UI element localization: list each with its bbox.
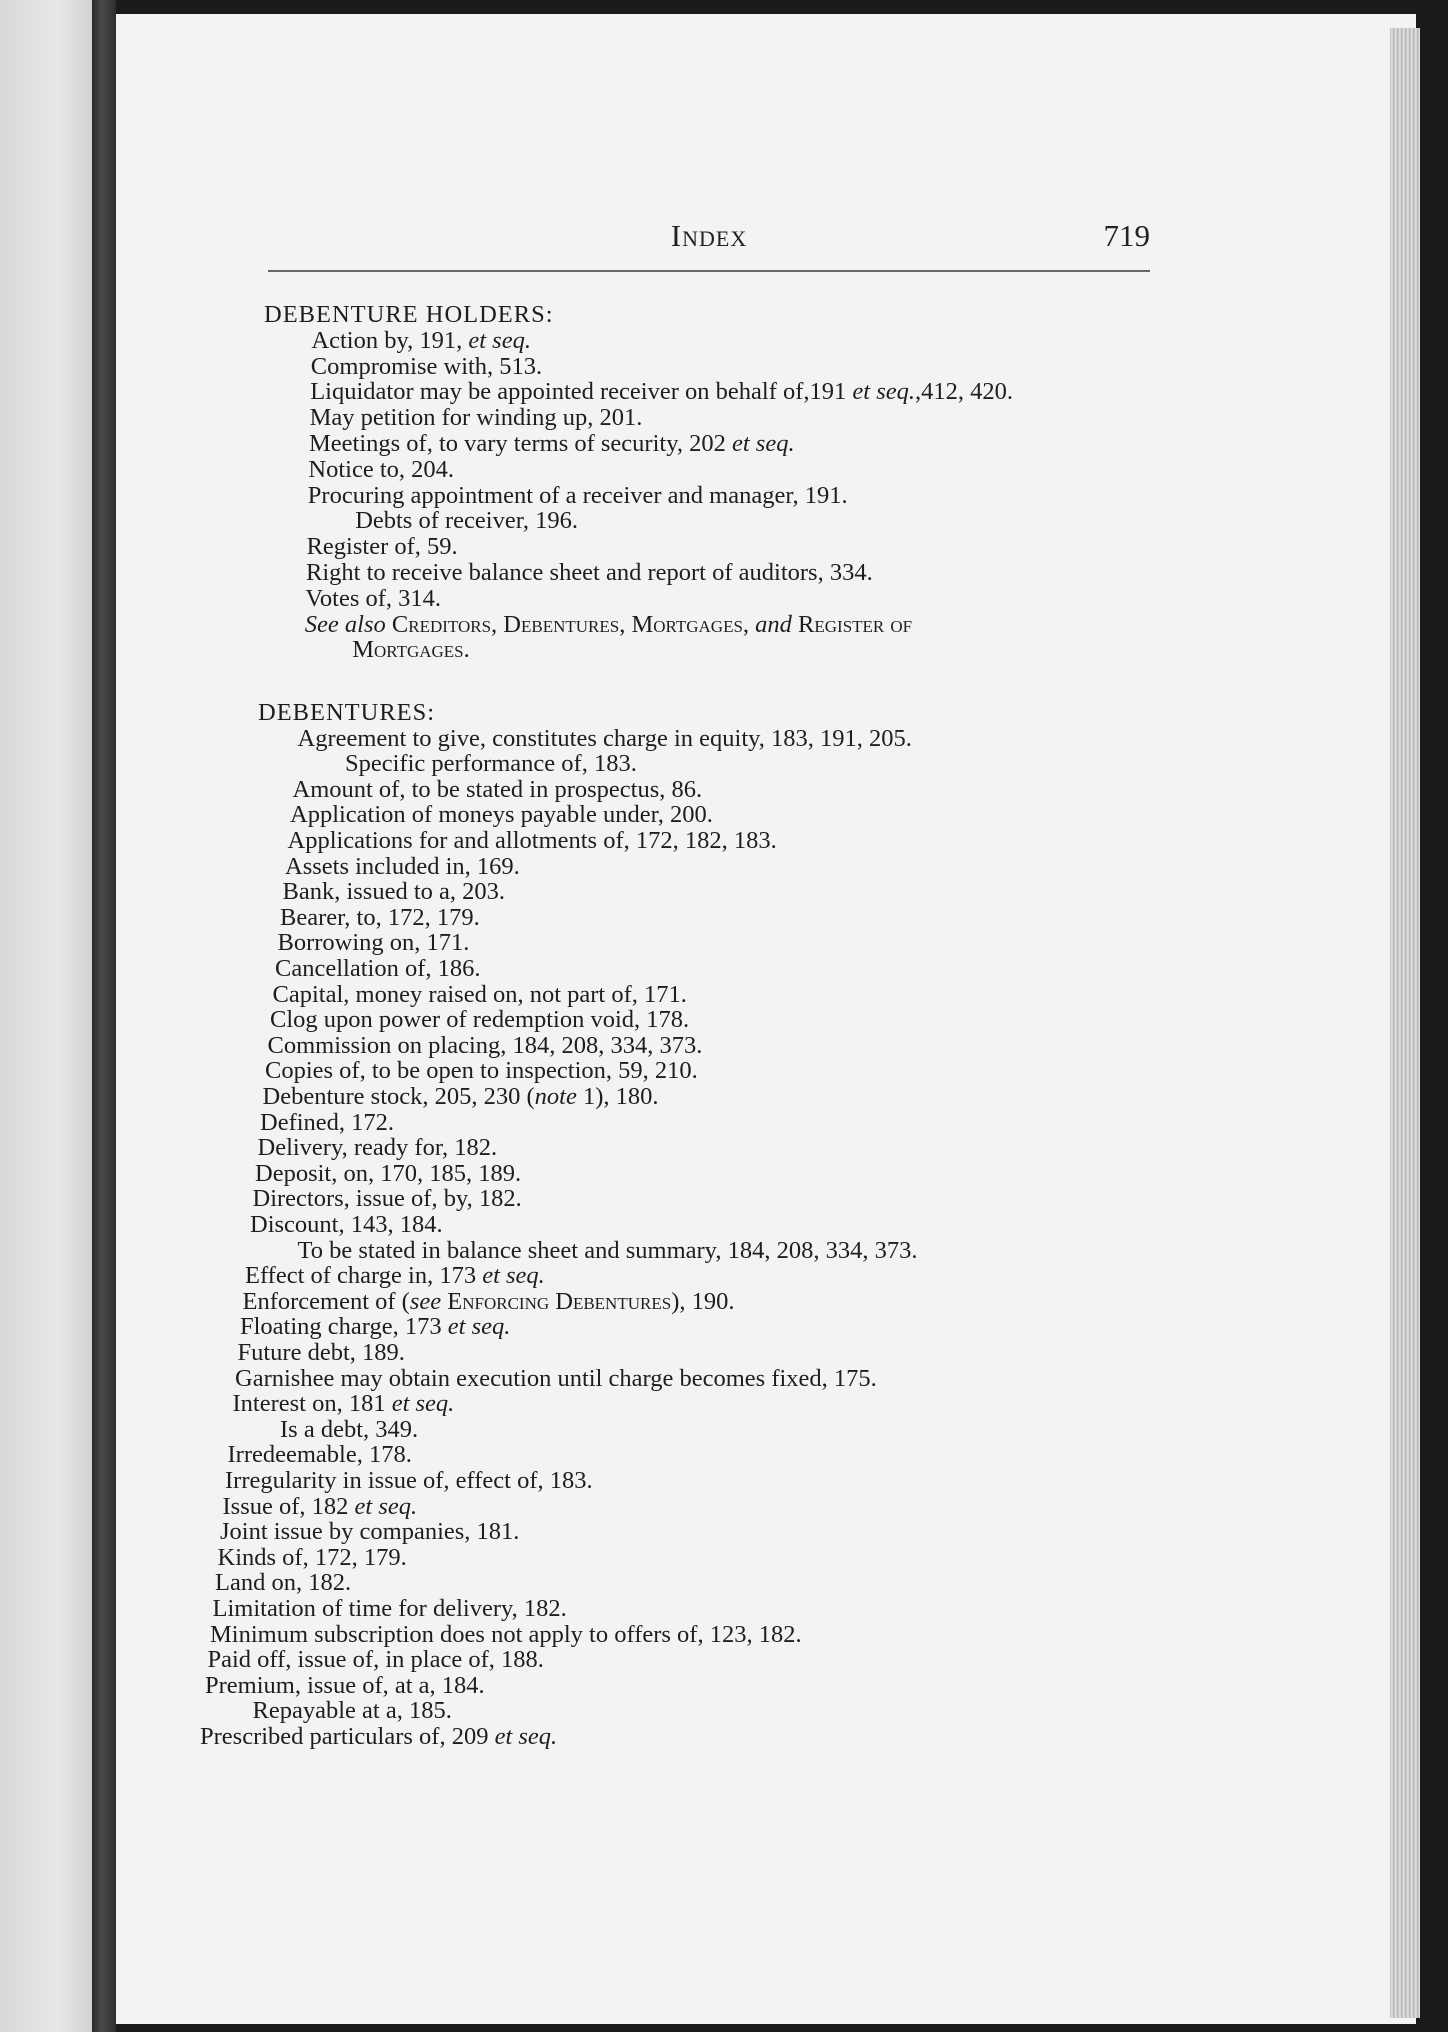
italic-text: see bbox=[409, 1287, 442, 1315]
index-entry bbox=[245, 1263, 545, 1289]
index-subentry bbox=[352, 637, 470, 663]
entry-text: Discount, 143, 184. bbox=[250, 1211, 443, 1238]
index-subentry bbox=[355, 508, 578, 534]
entry-text: Capital, money raised on, not part of, 171. bbox=[272, 980, 687, 1008]
entry-text: Debenture stock, 205, 230 ( bbox=[262, 1083, 535, 1110]
index-entry bbox=[218, 1545, 407, 1571]
entry-text: Action by, 191, bbox=[311, 326, 469, 354]
index-entry bbox=[311, 354, 542, 380]
entry-text: Bearer, to, 172, 179. bbox=[280, 903, 480, 931]
entry-text: Right to receive balance sheet and report of auditors, 334. bbox=[306, 559, 873, 586]
index-entry bbox=[258, 1135, 498, 1161]
entry-text: Irredeemable, 178. bbox=[227, 1441, 412, 1469]
index-entry bbox=[311, 328, 531, 354]
index-entry bbox=[305, 586, 441, 612]
entry-text: Defined, 172. bbox=[260, 1108, 395, 1136]
entry-text: Minimum subscription does not apply to offers of, 123, 182. bbox=[210, 1620, 802, 1648]
italic-text: et seq. bbox=[852, 378, 915, 406]
index-entry bbox=[233, 1391, 455, 1417]
italic-text: et seq. bbox=[494, 1723, 558, 1750]
entry-text: Future debt, 189. bbox=[237, 1339, 405, 1366]
entry-text: Kinds of, 172, 179. bbox=[217, 1543, 407, 1571]
entry-text: ,412, 420. bbox=[915, 378, 1013, 406]
entry-text: Meetings of, to vary terms of security, 202 bbox=[309, 430, 732, 457]
page-stack-edge bbox=[1390, 28, 1420, 2018]
index-subentry bbox=[280, 1417, 418, 1443]
facing-page-edge bbox=[0, 0, 96, 2032]
italic-text: et seq. bbox=[482, 1262, 545, 1290]
index-entry bbox=[213, 1596, 567, 1622]
entry-text: , bbox=[619, 610, 632, 638]
entry-text: Bank, issued to a, 203. bbox=[282, 878, 506, 906]
index-entry bbox=[250, 1212, 443, 1238]
index-entry bbox=[305, 612, 912, 638]
entry-text: Application of moneys payable under, 200. bbox=[290, 801, 713, 829]
index-entry bbox=[240, 1314, 510, 1340]
entry-text: , bbox=[742, 610, 756, 638]
index-entry bbox=[220, 1519, 519, 1545]
italic-text: and bbox=[755, 610, 792, 638]
index-entry bbox=[310, 379, 1013, 405]
entry-text: To be stated in balance sheet and summary, 184, 208, 334, 373. bbox=[297, 1236, 918, 1264]
index-entry bbox=[260, 1110, 394, 1136]
italic-text: See also bbox=[304, 610, 386, 638]
index-entry bbox=[243, 1289, 735, 1315]
entry-text: Enforcement of ( bbox=[242, 1287, 410, 1315]
italic-text: et seq. bbox=[447, 1313, 511, 1341]
entry-text: Liquidator may be appointed receiver on behalf of,191 bbox=[310, 378, 853, 406]
page-number: 719 bbox=[1103, 218, 1150, 253]
index-entry bbox=[205, 1673, 485, 1699]
entry-text: Notice to, 204. bbox=[308, 455, 455, 483]
entry-text: Joint issue by companies, 181. bbox=[220, 1518, 520, 1546]
index-entry bbox=[273, 982, 687, 1008]
index-entry bbox=[270, 1007, 689, 1033]
book-gutter bbox=[92, 0, 116, 2032]
entry-text: Deposit, on, 170, 185, 189. bbox=[255, 1159, 522, 1187]
entry-text: Borrowing on, 171. bbox=[277, 929, 470, 957]
entry-text: , bbox=[491, 610, 504, 638]
index-entry bbox=[223, 1494, 418, 1520]
index-entry bbox=[309, 431, 795, 457]
entry-text: Issue of, 182 bbox=[222, 1492, 355, 1520]
entry-text: Procuring appointment of a receiver and manager, 191. bbox=[307, 481, 848, 509]
index-subentry bbox=[253, 1698, 452, 1724]
index-entry bbox=[306, 560, 873, 586]
index-entry bbox=[307, 534, 458, 560]
index-entry bbox=[263, 1084, 659, 1110]
entry-text: Compromise with, 513. bbox=[310, 352, 543, 380]
italic-text: et seq. bbox=[391, 1390, 455, 1418]
index-entry bbox=[225, 1468, 593, 1494]
entry-text: Premium, issue of, at a, 184. bbox=[205, 1671, 485, 1699]
italic-text: note bbox=[534, 1083, 577, 1110]
entry-text: Directors, issue of, by, 182. bbox=[252, 1185, 522, 1213]
entry-text: Interest on, 181 bbox=[232, 1390, 392, 1418]
entry-text: . bbox=[463, 636, 470, 664]
entry-text: Repayable at a, 185. bbox=[252, 1697, 452, 1725]
entry-text: May petition for winding up, 201. bbox=[309, 404, 643, 432]
entry-text: Garnishee may obtain execution until charge becomes fixed, 175. bbox=[235, 1364, 877, 1392]
index-entry bbox=[215, 1570, 351, 1596]
entry-text: Prescribed particulars of, 209 bbox=[200, 1723, 495, 1750]
entry-text: Irregularity in issue of, effect of, 183. bbox=[225, 1467, 593, 1494]
entry-text: Agreement to give, constitutes charge in equity, 183, 191, 205. bbox=[297, 724, 912, 752]
entry-text: Specific performance of, 183. bbox=[345, 750, 637, 778]
index-entry bbox=[290, 802, 713, 828]
index-entry bbox=[210, 1622, 802, 1648]
index-entry bbox=[283, 879, 506, 905]
cross-reference: Mortgages bbox=[352, 636, 464, 664]
entry-text: Applications for and allotments of, 172, 182, 183. bbox=[287, 827, 777, 854]
italic-text: et seq. bbox=[354, 1492, 418, 1520]
index-entry bbox=[268, 1033, 703, 1059]
entry-text: Assets included in, 169. bbox=[285, 852, 520, 880]
running-header bbox=[268, 218, 1150, 272]
index-entry bbox=[255, 1161, 521, 1187]
entry-text: Is a debt, 349. bbox=[280, 1415, 419, 1443]
index-entry bbox=[310, 405, 643, 431]
index-entry bbox=[253, 1186, 522, 1212]
cross-reference: Debentures bbox=[503, 610, 620, 638]
entry-text: Land on, 182. bbox=[215, 1569, 352, 1597]
entry-text: Floating charge, 173 bbox=[240, 1313, 448, 1341]
index-entry bbox=[278, 930, 470, 956]
cross-reference: Creditors bbox=[391, 610, 492, 638]
italic-text: et seq. bbox=[468, 326, 531, 354]
index-entry bbox=[298, 726, 912, 752]
entry-text: Copies of, to be open to inspection, 59, 210. bbox=[265, 1057, 698, 1085]
index-entry bbox=[285, 854, 520, 880]
entry-text: Amount of, to be stated in prospectus, 86. bbox=[292, 775, 703, 803]
index-entry bbox=[308, 457, 454, 483]
section-heading: DEBENTURE HOLDERS: bbox=[264, 301, 554, 328]
entry-text: Effect of charge in, 173 bbox=[245, 1262, 483, 1290]
cross-reference: Register of bbox=[798, 610, 913, 638]
entry-text: Votes of, 314. bbox=[305, 584, 442, 612]
entry-text: Debts of receiver, 196. bbox=[355, 507, 579, 535]
cross-reference: Enforcing Debentures bbox=[447, 1287, 672, 1315]
index-entry bbox=[280, 905, 480, 931]
entry-text: 1), 180. bbox=[576, 1083, 659, 1110]
header-title: Index bbox=[670, 218, 748, 253]
italic-text: et seq. bbox=[731, 430, 795, 457]
index-entry bbox=[200, 1724, 557, 1750]
entry-text: Cancellation of, 186. bbox=[275, 955, 481, 982]
entry-text: ), 190. bbox=[671, 1287, 735, 1315]
entry-text: Paid off, issue of, in place of, 188. bbox=[207, 1646, 544, 1674]
entry-text: Commission on placing, 184, 208, 334, 373. bbox=[267, 1031, 703, 1059]
entry-text: Limitation of time for delivery, 182. bbox=[212, 1595, 567, 1622]
entry-text: Delivery, ready for, 182. bbox=[257, 1134, 498, 1162]
cross-reference: Mortgages bbox=[631, 610, 743, 638]
index-entry bbox=[275, 956, 480, 982]
index-subentry bbox=[345, 751, 637, 777]
section-heading: DEBENTURES: bbox=[258, 699, 436, 726]
index-entry bbox=[288, 828, 777, 854]
index-entry bbox=[293, 777, 703, 803]
index-entry bbox=[208, 1647, 544, 1673]
index-entry bbox=[235, 1366, 877, 1392]
index-entry bbox=[238, 1340, 405, 1366]
index-entry bbox=[228, 1442, 412, 1468]
index-entry bbox=[265, 1058, 698, 1084]
entry-text: Register of, 59. bbox=[306, 533, 458, 561]
index-subentry bbox=[298, 1238, 918, 1264]
entry-text: Clog upon power of redemption void, 178. bbox=[270, 1006, 690, 1034]
index-entry bbox=[308, 483, 848, 509]
